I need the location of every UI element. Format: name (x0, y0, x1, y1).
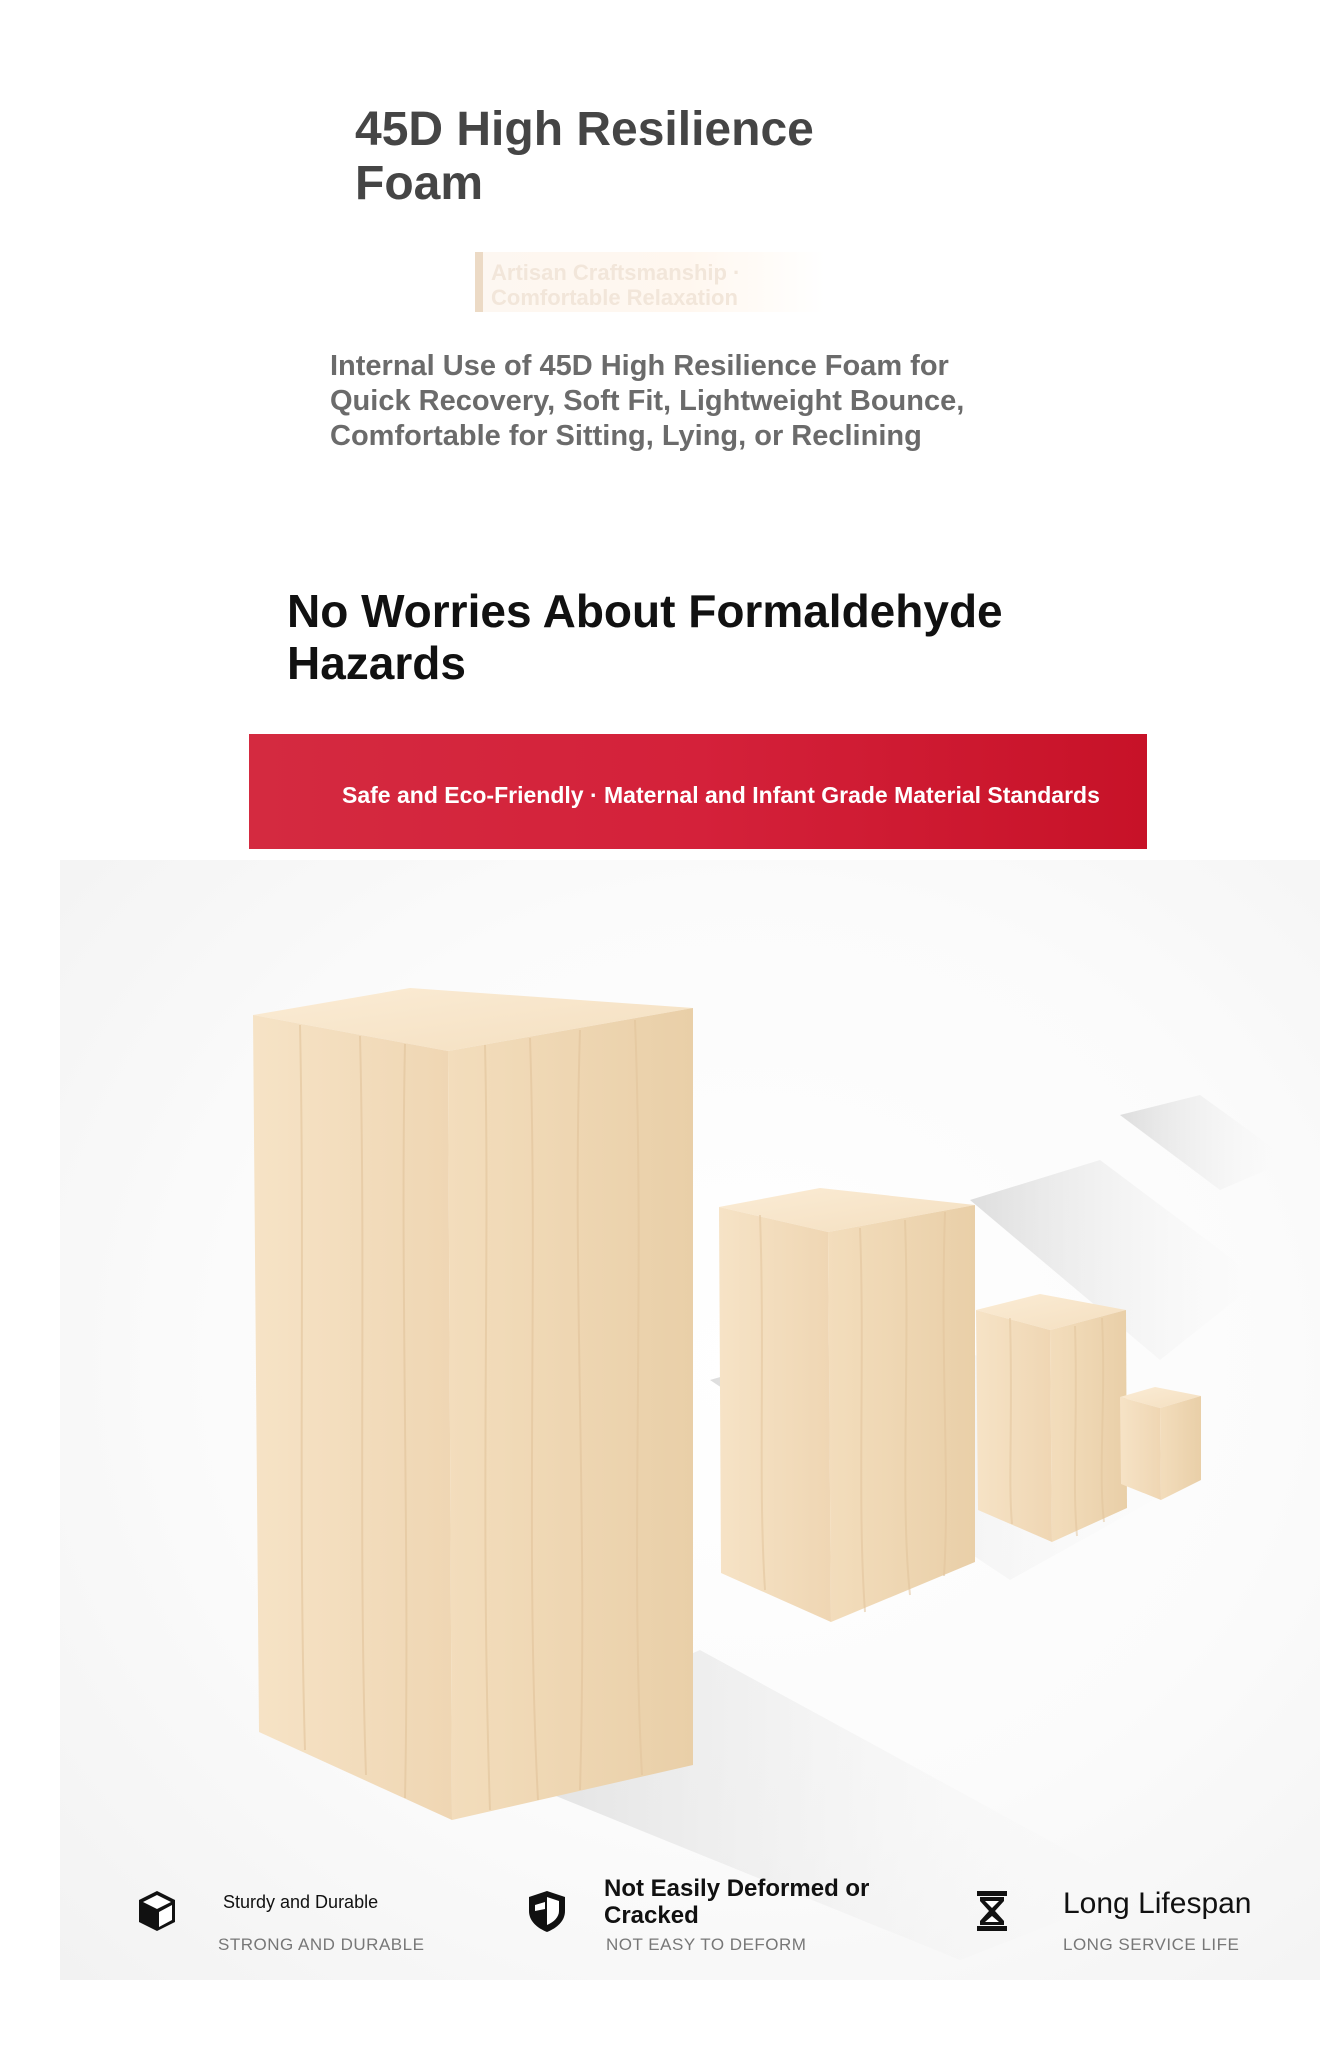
hourglass-icon (970, 1889, 1014, 1933)
feature-subtitle: LONG SERVICE LIFE (1063, 1935, 1240, 1954)
subtitle-tag: Artisan Craftsmanship · Comfortable Relaxation (475, 252, 825, 312)
shield-icon (525, 1889, 569, 1933)
cube-icon (135, 1889, 179, 1933)
feature-subtitle: NOT EASY TO DEFORM (606, 1935, 807, 1954)
block-medium (719, 1188, 975, 1622)
feature-sturdy (130, 1875, 450, 1965)
wood-blocks-image (60, 860, 1320, 1980)
feature-subtitle: STRONG AND DURABLE (218, 1935, 425, 1954)
block-large (253, 988, 693, 1820)
description-text: Internal Use of 45D High Resilience Foam for Quick Recovery, Soft Fit, Lightweight Bounce, Comfortable for Sitting, Lying, or Reclining (330, 350, 965, 452)
feature-title: Long Lifespan (1063, 1887, 1252, 1920)
shadow-tiny (1120, 1095, 1290, 1190)
block-small (976, 1294, 1127, 1542)
feature-lifespan (965, 1875, 1295, 1965)
eco-banner (249, 734, 1147, 849)
block-tiny (1120, 1387, 1201, 1500)
eco-banner-text: Safe and Eco-Friendly · Maternal and Infant Grade Material Standards (342, 782, 1100, 808)
section-title: No Worries About Formaldehyde Hazards (287, 585, 1003, 689)
feature-title: Sturdy and Durable (223, 1892, 379, 1912)
page-title: 45D High Resilience Foam (355, 103, 814, 210)
feature-no-deform (520, 1875, 900, 1965)
wood-blocks-illustration (60, 860, 1320, 1980)
feature-title: Not Easily Deformed or Cracked (604, 1875, 870, 1929)
